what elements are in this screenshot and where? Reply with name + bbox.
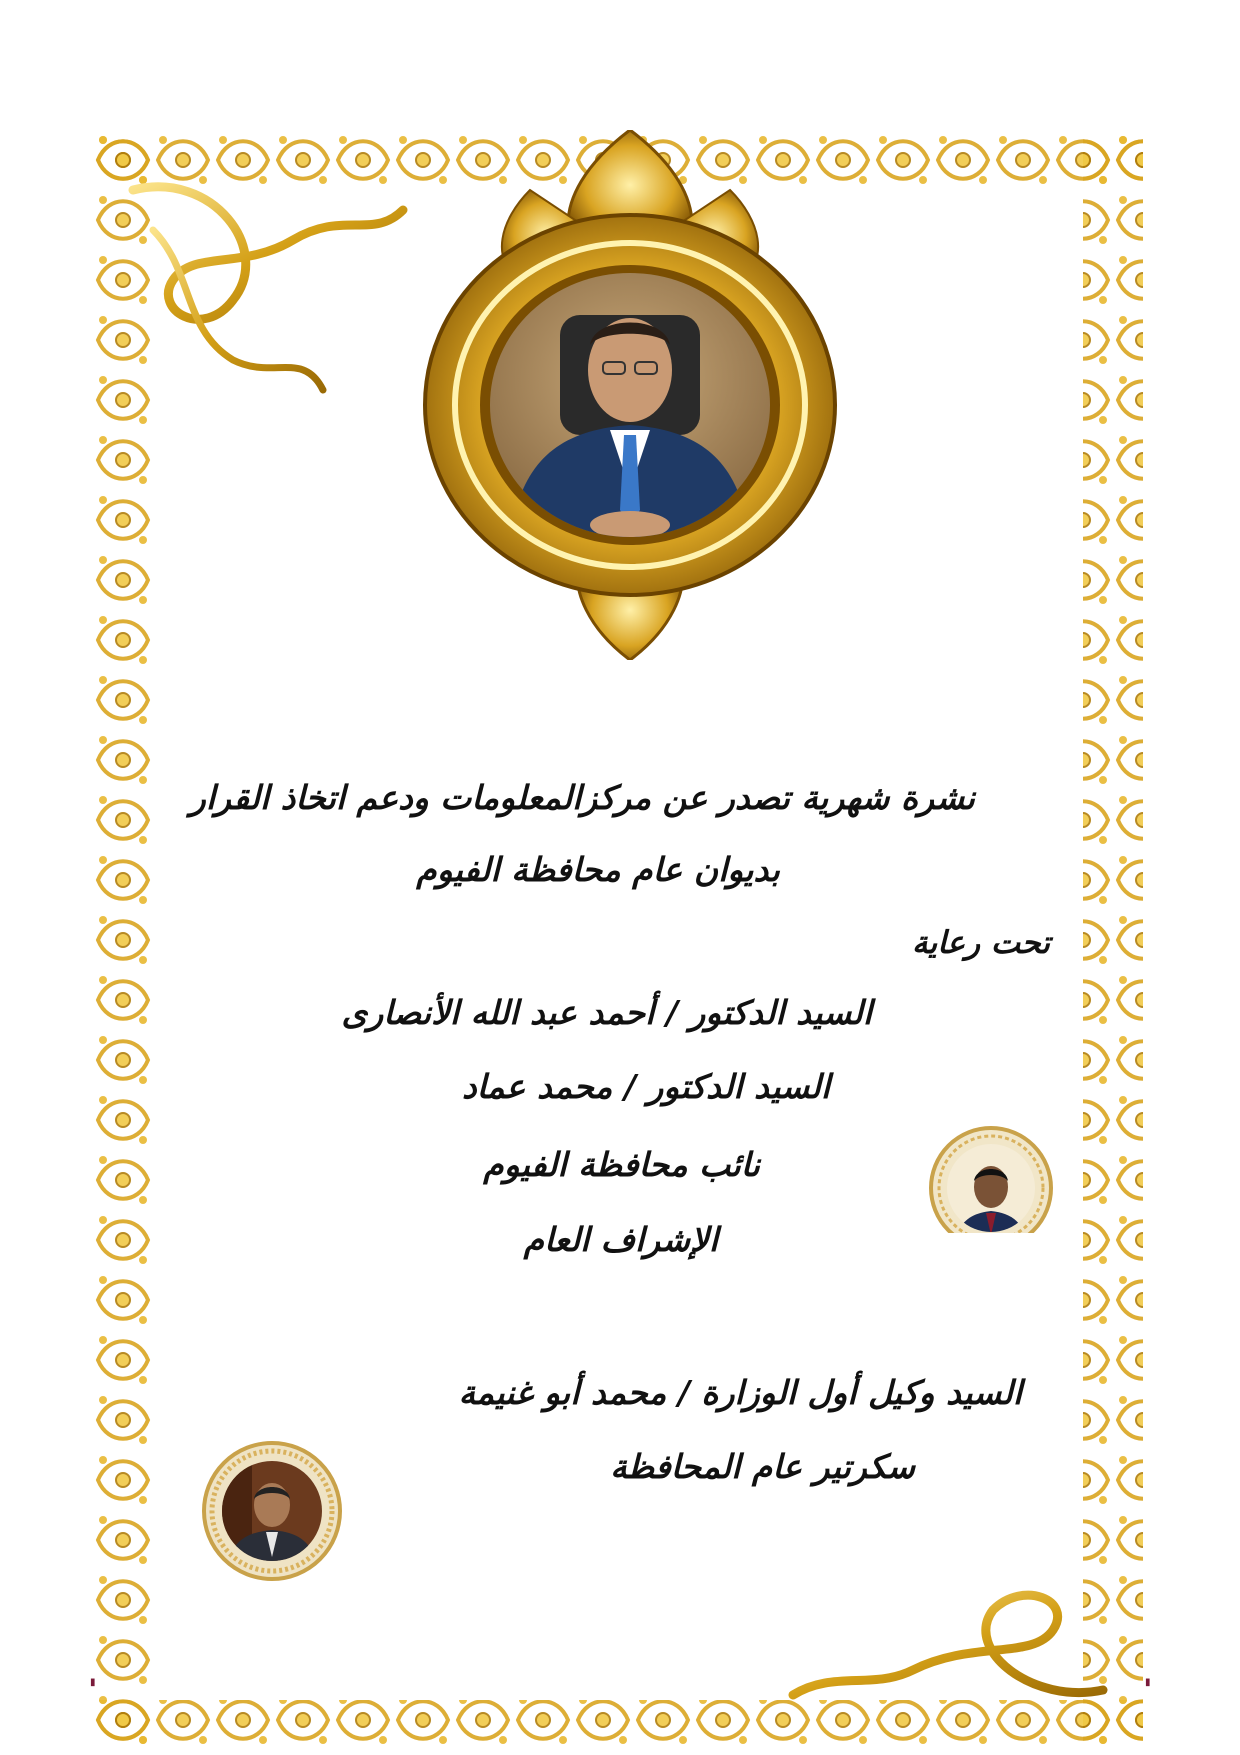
header-line-1: نشرة شهرية تصدر عن مركزالمعلومات ودعم اتخاذ القرار [189, 778, 975, 817]
right-edge-mark: ▮ [1145, 1677, 1151, 1688]
governor-name: السيد الدكتور / أحمد عبد الله الأنصارى [341, 993, 872, 1032]
deputy-name: السيد الدكتور / محمد عماد [461, 1067, 830, 1106]
governor-portrait-frame [410, 130, 850, 660]
secretary-name: السيد وكيل أول الوزارة / محمد أبو غنيمة [458, 1373, 1022, 1412]
header-line-2: بديوان عام محافظة الفيوم [416, 850, 780, 889]
deputy-portrait [928, 1125, 1054, 1247]
patronage-label: تحت رعاية [911, 925, 1050, 961]
left-edge-mark: ▮ [90, 1677, 96, 1688]
deputy-title: نائب محافظة الفيوم [483, 1145, 760, 1184]
supervision-heading: الإشراف العام [523, 1220, 718, 1259]
secretary-portrait [202, 1437, 342, 1585]
secretary-title: سكرتير عام المحافظة [610, 1447, 915, 1486]
